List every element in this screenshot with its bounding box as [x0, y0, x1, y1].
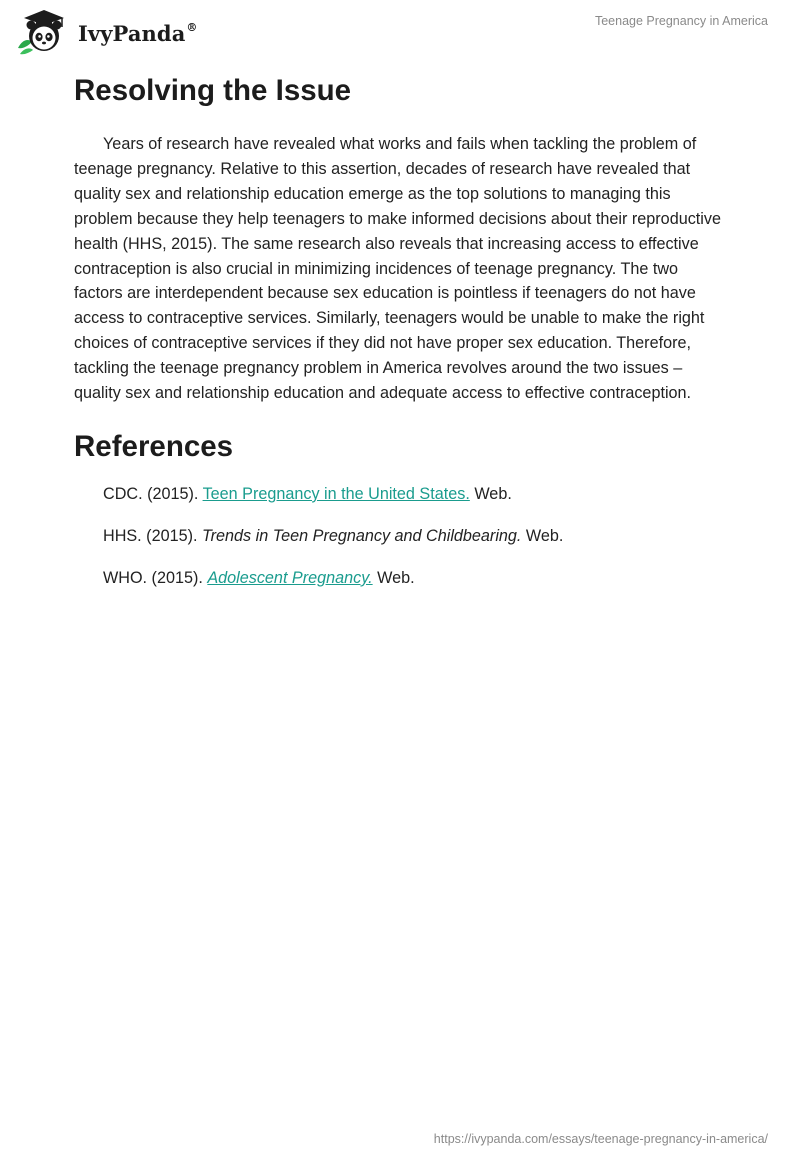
- reference-item-who: WHO. (2015). Adolescent Pregnancy. Web.: [103, 568, 415, 587]
- references-list: [74, 482, 724, 590]
- running-title: Teenage Pregnancy in America: [594, 14, 768, 28]
- reference-item-cdc: CDC. (2015). Teen Pregnancy in the United States. Web.: [103, 484, 512, 503]
- logo-text: IvyPanda®: [78, 20, 198, 46]
- body-paragraph: Years of research have revealed what works and fails when tackling the problem of teenage pregnancy. Relative to this assertion, decades of research have revealed that quality sex and relationship education emerge as the top solutions to managing this problem because they help teenagers to make informed decisions about their reproductive health (HHS, 2015). The same research also reveals that increasing access to effective contraception is also crucial in minimizing incidences of teenage pregnancy. The two factors are interdependent because sex education is pointless if teenagers do not have access to contraceptive services. Similarly, teenagers would be unable to make the right choices of contraceptive services if they did not have proper sex education. Therefore, tackling the teenage pregnancy problem in America revolves around the two issues – quality sex and relationship education and adequate access to effective contraception.: [74, 135, 721, 403]
- page-header: [0, 0, 800, 60]
- reference-link-who[interactable]: Adolescent Pregnancy.: [207, 568, 373, 587]
- ivypanda-logo[interactable]: [14, 8, 198, 56]
- panda-graduate-icon: [14, 8, 74, 56]
- footer-url[interactable]: https://ivypanda.com/essays/teenage-pregnancy-in-america/: [433, 1132, 768, 1146]
- reference-title-hhs: Trends in Teen Pregnancy and Childbearing.: [201, 526, 522, 545]
- references-heading: References: [74, 429, 234, 463]
- reference-item-hhs: HHS. (2015). Trends in Teen Pregnancy and Childbearing. Web.: [103, 526, 564, 545]
- essay-content: [74, 70, 724, 608]
- reference-link-cdc[interactable]: Teen Pregnancy in the United States.: [202, 484, 470, 503]
- section-heading: Resolving the Issue: [74, 74, 352, 107]
